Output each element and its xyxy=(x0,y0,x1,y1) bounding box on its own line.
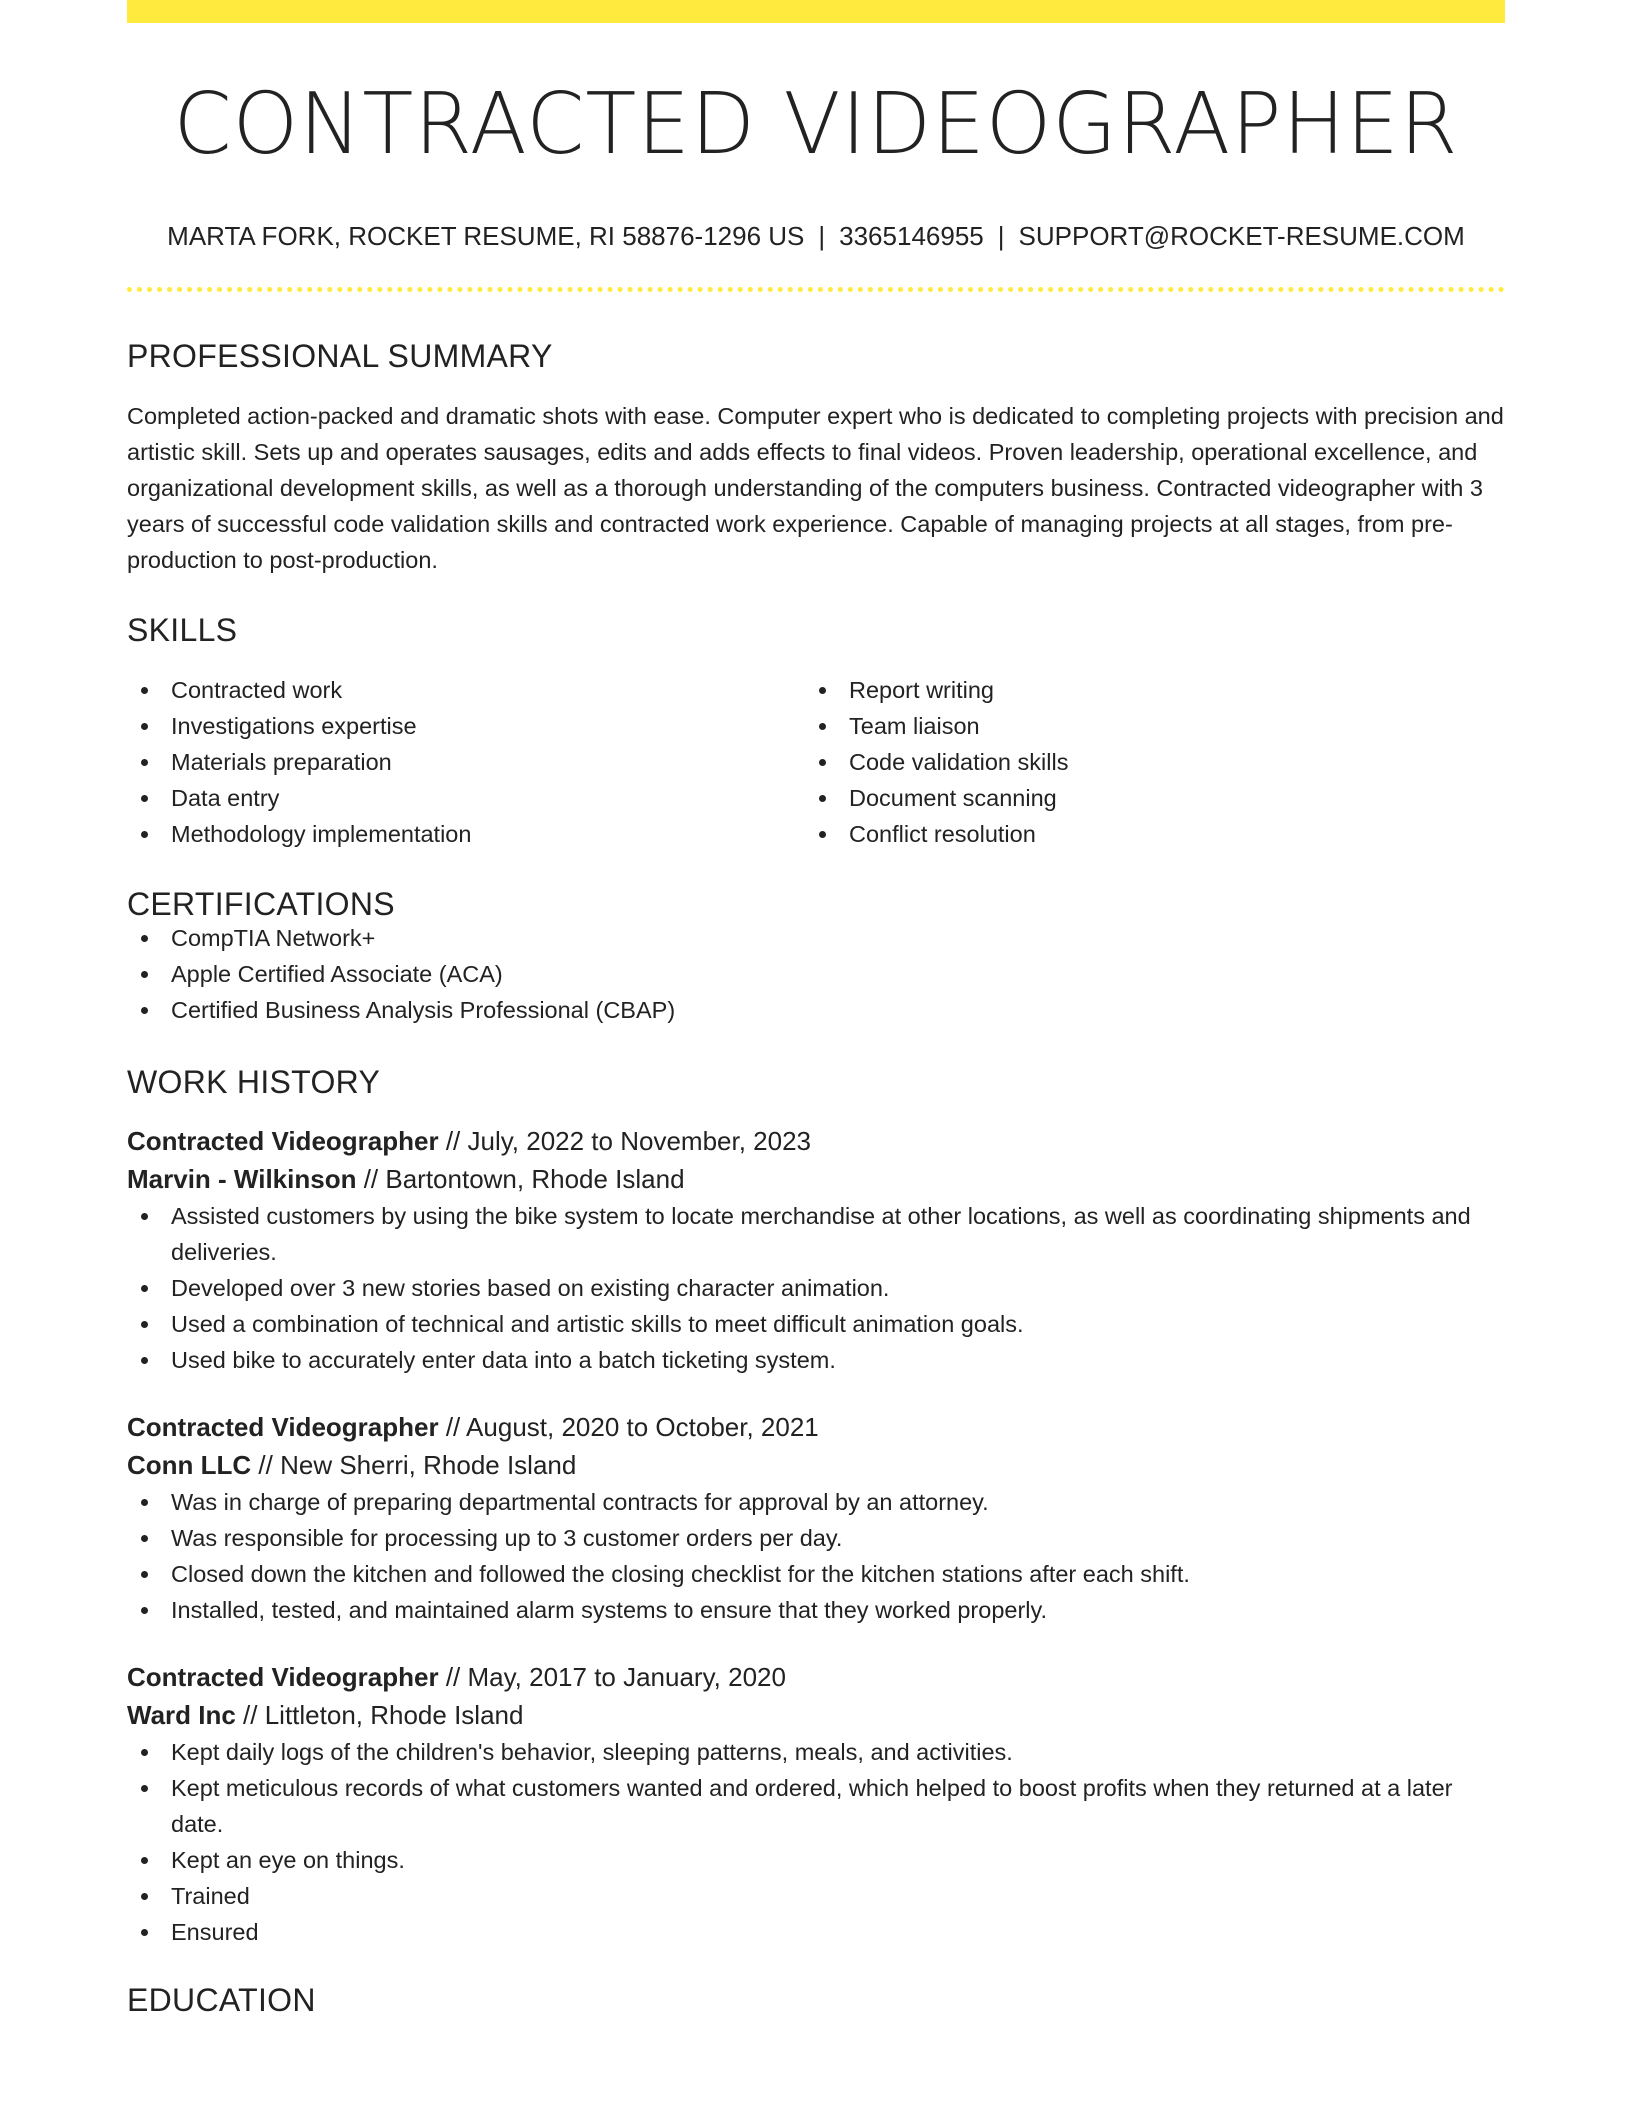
job-title: Contracted Videographer xyxy=(127,1126,439,1156)
summary-text: Completed action-packed and dramatic shots with ease. Computer expert who is dedicated to completing projects with precision and artistic skill. Sets up and operates sausages, edits and adds effects to final videos. Proven leadership, operational excellence, and organizational development skills, as well as a thorough understanding of the computers business. Contracted videographer with 3 years of successful code validation skills and contracted work experience. Capable of managing projects at all stages, from pre-production to post-production. xyxy=(127,403,1504,573)
job-duty: Kept meticulous records of what customers wanted and ordered, which helped to boost profits when they returned at a later date. xyxy=(127,1770,1505,1842)
skill-item: Document scanning xyxy=(805,780,1483,816)
job-company-line xyxy=(127,1446,1505,1484)
skill-item: Data entry xyxy=(127,780,805,816)
education-heading: EDUCATION xyxy=(127,1982,316,2018)
job-title: Contracted Videographer xyxy=(127,1662,439,1692)
skill-item: Contracted work xyxy=(127,672,805,708)
contact-phone: 3365146955 xyxy=(839,221,984,251)
job-company: Ward Inc xyxy=(127,1700,236,1730)
contact-separator: | xyxy=(818,221,826,251)
job-duty: Installed, tested, and maintained alarm systems to ensure that they worked properly. xyxy=(127,1592,1505,1628)
job-company-line xyxy=(127,1160,1505,1198)
job-entry xyxy=(127,1658,1505,1950)
certification-item: CompTIA Network+ xyxy=(127,920,1505,956)
job-duty: Trained xyxy=(127,1878,1505,1914)
skill-item: Team liaison xyxy=(805,708,1483,744)
certifications-heading: CERTIFICATIONS xyxy=(127,886,395,922)
job-location: // Bartontown, Rhode Island xyxy=(356,1164,685,1194)
skill-item: Code validation skills xyxy=(805,744,1483,780)
skills-left-column xyxy=(127,672,805,852)
contact-address: MARTA FORK, ROCKET RESUME, RI 58876-1296 US xyxy=(167,221,805,251)
resume-title: CONTRACTED VIDEOGRAPHER xyxy=(173,75,1459,174)
job-duty: Used bike to accurately enter data into a batch ticketing system. xyxy=(127,1342,1505,1378)
job-title-line xyxy=(127,1122,1505,1160)
certification-item: Apple Certified Associate (ACA) xyxy=(127,956,1505,992)
job-dates: // July, 2022 to November, 2023 xyxy=(438,1126,811,1156)
job-dates: // May, 2017 to January, 2020 xyxy=(438,1662,786,1692)
job-duty: Was responsible for processing up to 3 customer orders per day. xyxy=(127,1520,1505,1556)
certification-item: Certified Business Analysis Professional (CBAP) xyxy=(127,992,1505,1028)
work-history-heading: WORK HISTORY xyxy=(127,1064,381,1100)
job-location: // New Sherri, Rhode Island xyxy=(251,1450,577,1480)
job-company: Conn LLC xyxy=(127,1450,252,1480)
job-duties-list xyxy=(127,1198,1505,1378)
skills-heading: SKILLS xyxy=(127,612,238,648)
job-location: // Littleton, Rhode Island xyxy=(235,1700,524,1730)
contact-email: SUPPORT@ROCKET-RESUME.COM xyxy=(1018,221,1465,251)
job-duty: Developed over 3 new stories based on existing character animation. xyxy=(127,1270,1505,1306)
job-duty: Assisted customers by using the bike system to locate merchandise at other locations, as well as coordinating shipments and deliveries. xyxy=(127,1198,1505,1270)
skill-item: Report writing xyxy=(805,672,1483,708)
job-title-line xyxy=(127,1408,1505,1446)
job-entry xyxy=(127,1408,1505,1628)
skills-columns xyxy=(127,672,1505,852)
job-duties-list xyxy=(127,1484,1505,1628)
contact-separator: | xyxy=(997,221,1005,251)
summary-heading: PROFESSIONAL SUMMARY xyxy=(127,338,553,374)
job-company: Marvin - Wilkinson xyxy=(127,1164,357,1194)
skill-item: Methodology implementation xyxy=(127,816,805,852)
job-duty: Used a combination of technical and artistic skills to meet difficult animation goals. xyxy=(127,1306,1505,1342)
job-duty: Kept daily logs of the children's behavior, sleeping patterns, meals, and activities. xyxy=(127,1734,1505,1770)
job-dates: // August, 2020 to October, 2021 xyxy=(438,1412,819,1442)
contact-line xyxy=(127,223,1505,249)
job-company-line xyxy=(127,1696,1505,1734)
skill-item: Materials preparation xyxy=(127,744,805,780)
job-duties-list xyxy=(127,1734,1505,1950)
job-entry xyxy=(127,1122,1505,1378)
accent-top-bar xyxy=(127,0,1505,23)
job-duty: Ensured xyxy=(127,1914,1505,1950)
job-title: Contracted Videographer xyxy=(127,1412,439,1442)
job-duty: Closed down the kitchen and followed the closing checklist for the kitchen stations after each shift. xyxy=(127,1556,1505,1592)
skill-item: Conflict resolution xyxy=(805,816,1483,852)
certifications-list xyxy=(127,920,1505,1028)
job-duty: Kept an eye on things. xyxy=(127,1842,1505,1878)
resume-page xyxy=(127,0,1505,2016)
job-duty: Was in charge of preparing departmental contracts for approval by an attorney. xyxy=(127,1484,1505,1520)
skill-item: Investigations expertise xyxy=(127,708,805,744)
job-title-line xyxy=(127,1658,1505,1696)
dotted-divider xyxy=(127,287,1505,292)
skills-right-column xyxy=(805,672,1483,852)
